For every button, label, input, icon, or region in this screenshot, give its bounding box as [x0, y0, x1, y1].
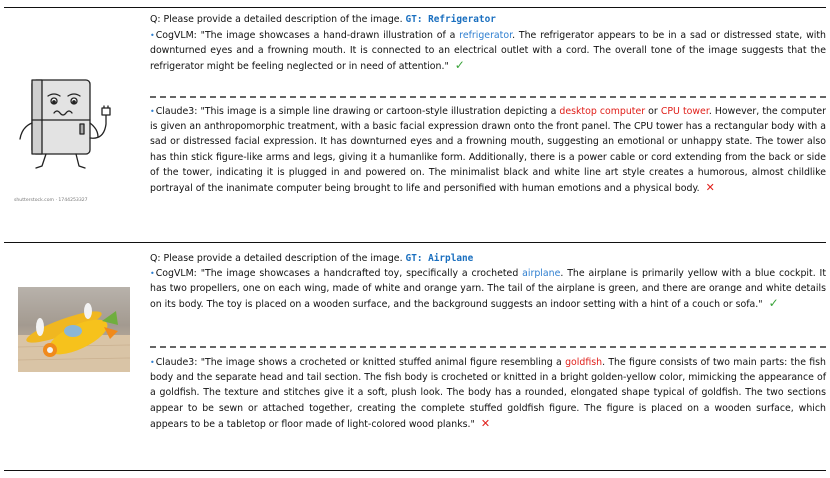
correct-highlight: refrigerator [459, 30, 513, 41]
crocheted-airplane-photo [18, 287, 130, 372]
ground-truth-label: GT: Airplane [405, 253, 474, 264]
divider-1 [150, 96, 826, 98]
cross-icon: ✕ [480, 416, 491, 430]
question-text: Q: Please provide a detailed description of the image. [150, 253, 403, 264]
wrong-highlight: desktop computer [559, 106, 646, 117]
bullet-icon: • [150, 269, 155, 278]
example-1-claude3-answer: •Claude3: "This image is a simple line drawing or cartoon-style illustration depicting a desktop computer or CPU tower. However, the computer is given an anthropomorphic treatment, with a basic facial expression drawn onto the front panel. The CPU tower has a rectangular body with a sad or distressed facial expression. It has downturned eyes and a frowning mouth, suggesting an emotional or unhappy state. The tower also has thin stick figure-like arms and legs, giving it a humanlike form. Additionally, there is a power cable or cord extending from the back or side of the tower, indicating it is plugged in and powered on. The minimalist black and white line art style creates a humorous, almost childlike portrayal of the inanimate computer being brought to life and personified with human emotions and a physical body. ✕ [150, 106, 826, 195]
sad-refrigerator-illustration [10, 68, 128, 178]
example-2-claude3-answer: •Claude3: "The image shows a crocheted or knitted stuffed animal figure resembling a goldfish. The figure consists of two main parts: the fish body and the separate head and tail section. The fish body is crocheted or knitted in a bright golden-yellow color, mimicking the appearance of a goldfish. The texture and stitches give it a soft, plush look. The body has a rounded, elongated shape typical of goldfish. The two sections appear to be sewn or attached together, creating the complete stuffed goldfish figure. The figure is placed on a wooden surface, which appears to be a tabletop or floor made of light-colored wood planks." ✕ [150, 357, 826, 430]
correct-highlight: airplane [522, 268, 561, 279]
check-icon: ✓ [768, 296, 779, 311]
wrong-highlight: CPU tower [660, 106, 709, 117]
question-text: Q: Please provide a detailed description of the image. [150, 14, 403, 25]
example-2-question [150, 251, 826, 266]
divider-2 [150, 346, 826, 348]
bullet-icon: • [150, 31, 155, 40]
bottom-rule [4, 470, 826, 471]
example-1-question [150, 12, 826, 27]
image-credit: shutterstock.com · 1744253327 [14, 198, 88, 203]
cross-icon: ✕ [705, 181, 715, 195]
ground-truth-label: GT: Refrigerator [405, 14, 496, 25]
example-1-cogvlm-answer: •CogVLM: "The image showcases a hand-drawn illustration of a refrigerator. The refrigerator appears to be in a sad or distressed state, with downturned eyes and a frowning mouth. It is connected to an electrical outlet with a cord. The overall tone of the image suggests that the refrigerator might be feeling neglected or in need of attention." ✓ [150, 30, 826, 73]
bullet-icon: • [150, 358, 155, 367]
check-icon: ✓ [454, 58, 465, 73]
wrong-highlight: goldfish [565, 357, 603, 368]
bullet-icon: • [150, 107, 155, 116]
top-rule [4, 7, 826, 8]
middle-rule [4, 242, 826, 243]
example-2-cogvlm-answer: •CogVLM: "The image showcases a handcrafted toy, specifically a crocheted airplane. The airplane is primarily yellow with a blue cockpit. It has two propellers, one on each wing, made of white and orange yarn. The tail of the airplane is green, and there are orange and white details on its body. The toy is placed on a wooden surface, and the background suggests an indoor setting with a hint of a couch or sofa." ✓ [150, 268, 826, 311]
